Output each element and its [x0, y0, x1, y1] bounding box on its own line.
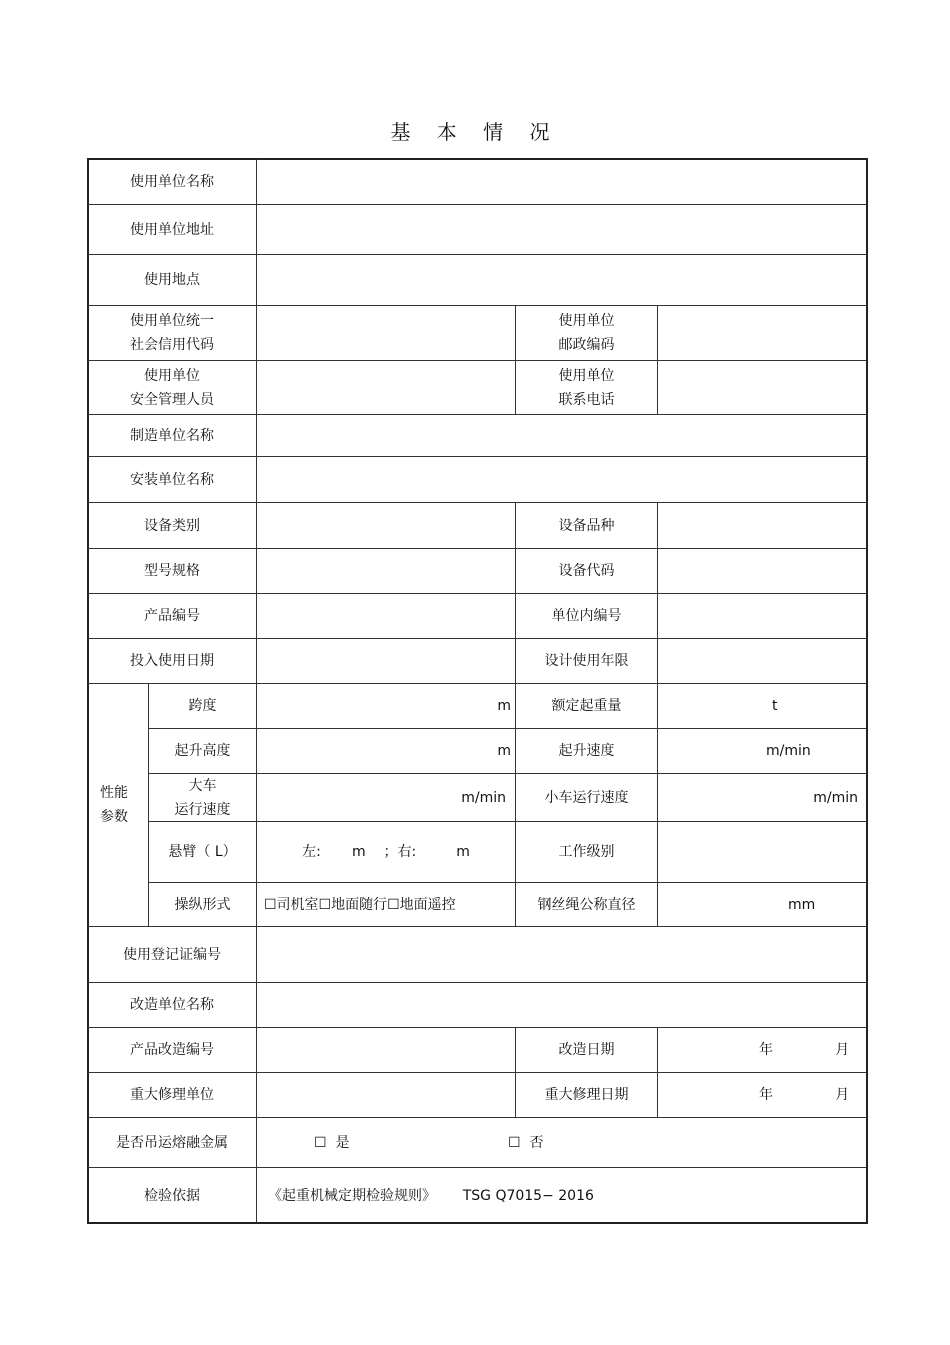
- label-postal-code-line1: 使用单位: [558, 313, 615, 329]
- field-equipment-code[interactable]: [658, 549, 866, 593]
- label-use-location: 使用地点: [144, 272, 200, 288]
- label-repair-date: 重大修理日期: [544, 1087, 629, 1103]
- label-registration-no: 使用登记证编号: [123, 946, 221, 963]
- label-modification-no: 产品改造编号: [130, 1042, 214, 1058]
- label-trolley-speed-line1: 大车: [188, 777, 217, 794]
- label-rated-load: 额定起重量: [551, 698, 622, 714]
- field-phone[interactable]: [658, 361, 866, 414]
- label-lift-speed: 起升速度: [558, 743, 615, 759]
- label-phone-line1: 使用单位: [558, 367, 615, 384]
- label-span: 跨度: [188, 698, 217, 714]
- label-equipment-code: 设备代码: [558, 563, 615, 579]
- field-model-spec[interactable]: [257, 549, 515, 593]
- label-phone: [516, 361, 657, 414]
- field-design-life[interactable]: [658, 639, 866, 683]
- label-internal-number: 单位内编号: [551, 608, 622, 624]
- field-rated-load[interactable]: [658, 684, 866, 728]
- field-lift-speed[interactable]: [658, 729, 866, 773]
- field-credit-code[interactable]: [257, 306, 515, 360]
- label-equipment-category: 设备类别: [144, 517, 200, 534]
- label-performance-line1: 性能: [100, 785, 128, 801]
- label-credit-code-line1: 使用单位统一: [130, 313, 214, 329]
- label-lift-height: 起升高度: [174, 743, 231, 759]
- field-internal-number[interactable]: [658, 594, 866, 638]
- label-safety-staff-line1: 使用单位: [144, 367, 200, 384]
- field-lift-height[interactable]: [257, 729, 511, 773]
- field-control-mode[interactable]: ☐司机室☐地面随行☐地面遥控: [264, 896, 456, 913]
- unit-trolley-speed: m/min: [461, 789, 506, 806]
- label-small-trolley-speed: 小车运行速度: [544, 789, 629, 806]
- field-installer[interactable]: [257, 457, 866, 502]
- field-use-location[interactable]: [257, 255, 866, 305]
- field-rope-diameter[interactable]: [658, 883, 866, 926]
- label-credit-code-line2: 社会信用代码: [130, 337, 214, 353]
- field-user-unit-address[interactable]: [257, 205, 866, 254]
- label-safety-staff-line2: 安全管理人员: [130, 391, 214, 408]
- label-postal-code-line2: 邮政编码: [558, 337, 615, 353]
- field-modification-no[interactable]: [257, 1028, 515, 1072]
- field-trolley-speed[interactable]: [257, 774, 506, 821]
- label-rope-diameter: 钢丝绳公称直径: [537, 896, 636, 913]
- unit-small-trolley-speed: m/min: [813, 789, 858, 806]
- field-work-class[interactable]: [658, 822, 866, 882]
- field-equipment-category[interactable]: [257, 503, 515, 548]
- label-work-class: 工作级别: [558, 844, 615, 860]
- label-equipment-variety: 设备品种: [558, 517, 615, 534]
- label-commission-date: 投入使用日期: [130, 653, 214, 669]
- unit-rope-diameter: mm: [788, 896, 816, 913]
- label-control-mode: 操纵形式: [174, 896, 231, 913]
- page-title: 基 本 情 况: [390, 120, 560, 144]
- field-product-number[interactable]: [257, 594, 515, 638]
- unit-span: m: [497, 698, 511, 714]
- label-user-unit-name: 使用单位名称: [130, 173, 214, 190]
- field-span[interactable]: [257, 684, 511, 728]
- label-manufacturer: 制造单位名称: [130, 427, 214, 444]
- field-postal-code[interactable]: [658, 306, 866, 360]
- label-model-spec: 型号规格: [144, 563, 200, 579]
- label-performance: [88, 684, 148, 926]
- label-trolley-speed-line2: 运行速度: [174, 801, 231, 818]
- field-cantilever[interactable]: 左: m ；右: m: [302, 844, 470, 860]
- label-modifier-name: 改造单位名称: [130, 997, 214, 1013]
- col-divider: [657, 1027, 658, 1117]
- field-registration-no[interactable]: [257, 927, 866, 982]
- unit-lift-speed: m/min: [766, 743, 811, 759]
- checkbox-molten-yes[interactable]: ☐ 是: [314, 1134, 350, 1151]
- field-repair-unit[interactable]: [257, 1073, 515, 1117]
- checkbox-molten-no[interactable]: ☐ 否: [508, 1134, 544, 1151]
- label-inspection-basis: 检验依据: [144, 1187, 200, 1204]
- unit-rated-load: t: [772, 698, 778, 714]
- label-user-unit-address: 使用单位地址: [130, 221, 214, 238]
- label-safety-staff: [88, 361, 256, 414]
- field-safety-staff[interactable]: [257, 361, 515, 414]
- label-repair-unit: 重大修理单位: [130, 1087, 214, 1103]
- unit-lift-height: m: [497, 743, 511, 759]
- field-user-unit-name[interactable]: [257, 159, 866, 204]
- label-molten-metal: 是否吊运熔融金属: [116, 1134, 228, 1151]
- field-manufacturer[interactable]: [257, 415, 866, 456]
- field-modifier-name[interactable]: [257, 983, 866, 1027]
- label-phone-line2: 联系电话: [558, 391, 615, 408]
- label-modification-date: 改造日期: [558, 1042, 615, 1058]
- label-product-number: 产品编号: [144, 608, 200, 624]
- label-trolley-speed: [149, 774, 256, 821]
- field-inspection-basis: 《起重机械定期检验规则》 TSG Q7015− 2016: [268, 1187, 594, 1204]
- field-commission-date[interactable]: [257, 639, 515, 683]
- field-small-trolley-speed[interactable]: [658, 774, 858, 821]
- label-design-life: 设计使用年限: [544, 653, 629, 669]
- label-credit-code: [88, 306, 256, 360]
- field-repair-date[interactable]: 年 月: [759, 1087, 850, 1103]
- label-cantilever: 悬臂（ L）: [168, 844, 237, 860]
- label-installer: 安装单位名称: [130, 471, 214, 488]
- label-performance-line2: 参数: [100, 809, 128, 825]
- label-postal-code: [516, 306, 657, 360]
- field-equipment-variety[interactable]: [658, 503, 866, 548]
- field-modification-date[interactable]: 年 月: [759, 1042, 850, 1058]
